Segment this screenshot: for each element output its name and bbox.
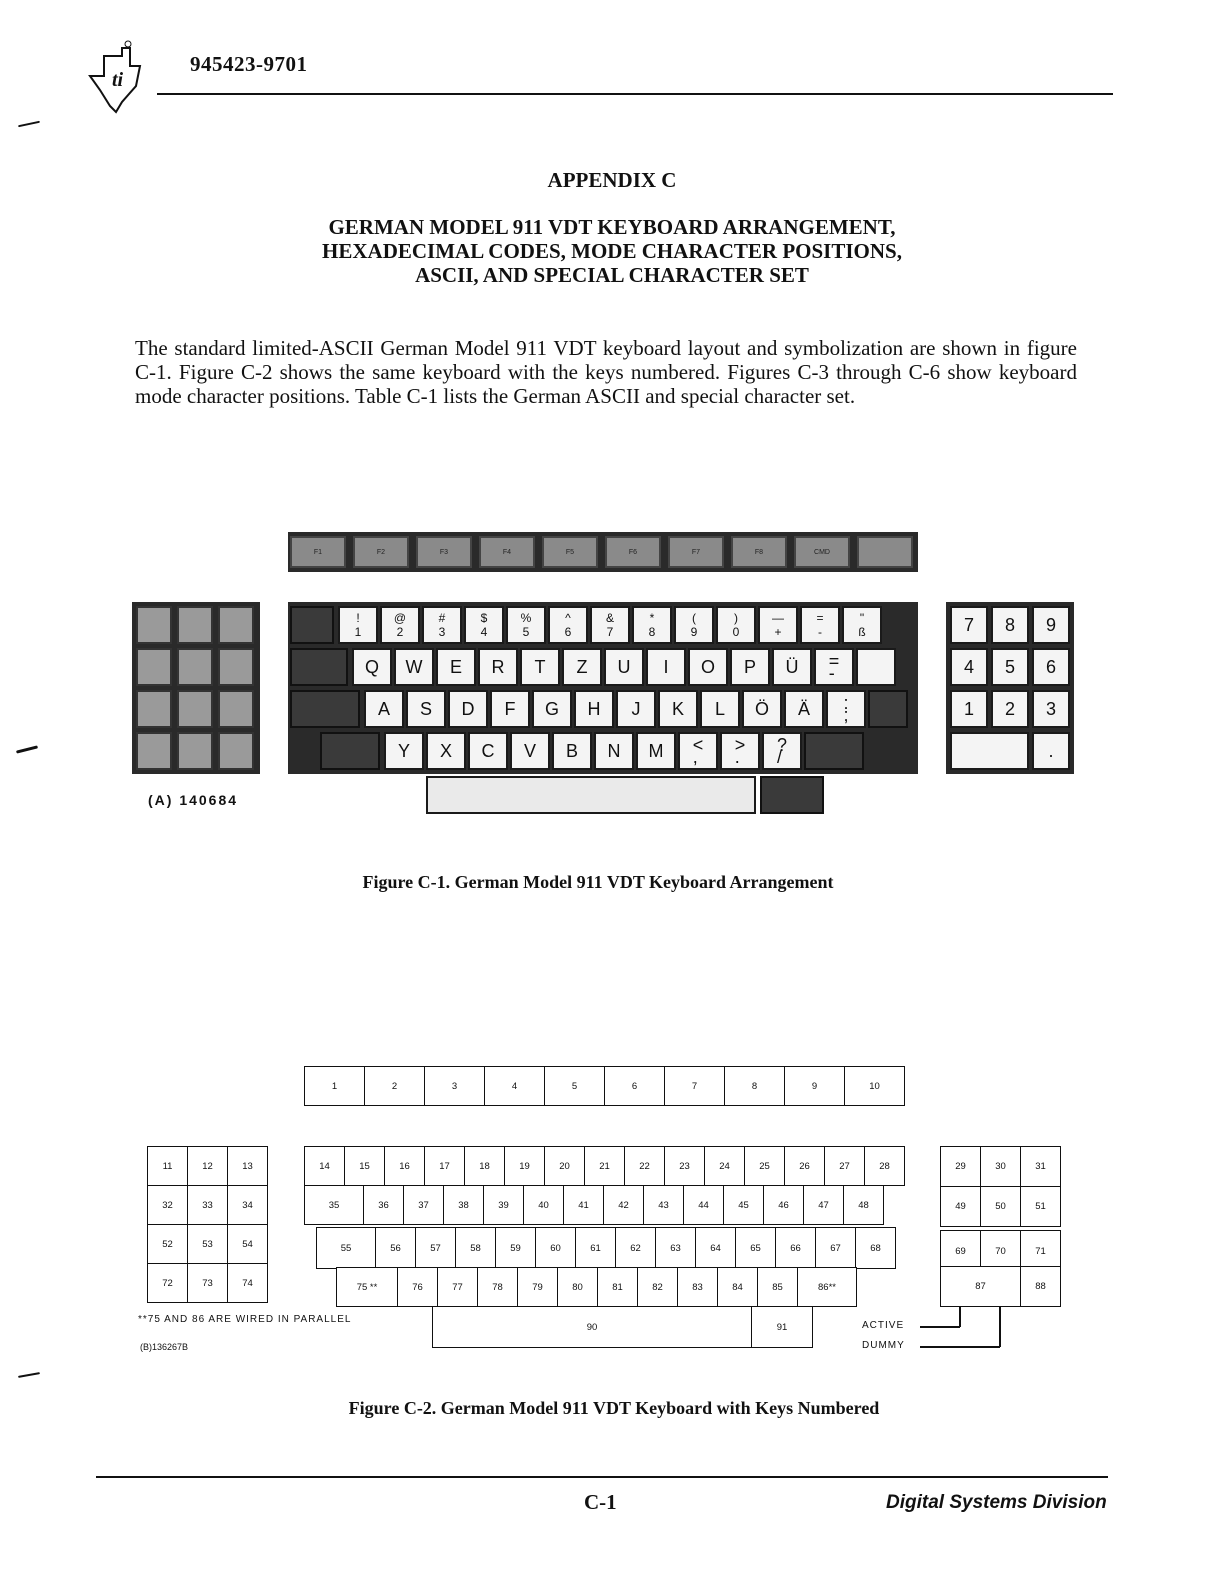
drawing-ref: (B)136267B [140,1342,189,1352]
division-name: Digital Systems Division [886,1492,1107,1513]
key-base-symbol: ß [858,625,866,639]
numbered-key: 8 [724,1066,785,1106]
space-bar [426,776,756,814]
numbered-key: 6 [604,1066,665,1106]
esc-key [290,648,348,686]
control-key [136,690,172,728]
numbered-key: 46 [763,1185,804,1225]
shift-key [804,732,864,770]
numbered-key: 47 [803,1185,844,1225]
numpad-key: 7 [950,606,988,644]
letter-key: : ; [826,690,866,728]
subtitle-line: HEXADECIMAL CODES, MODE CHARACTER POSITIONS, [322,239,902,263]
numbered-key: 27 [824,1146,865,1186]
numbered-key: 54 [227,1224,268,1264]
numbered-key: 20 [544,1146,585,1186]
numbered-key: 70 [980,1230,1021,1272]
numbered-key: 68 [855,1227,896,1269]
control-key [136,606,172,644]
numbered-key: 77 [437,1267,478,1307]
numbered-key: 29 [940,1146,981,1187]
numbered-key: 28 [864,1146,905,1186]
numbered-key: 26 [784,1146,825,1186]
numbered-key: 85 [757,1267,798,1307]
letter-key: P [730,648,770,686]
margin-mark [18,121,40,128]
letter-key: R [478,648,518,686]
letter-key: Q [352,648,392,686]
letter-key: B [552,732,592,770]
numbered-key: 34 [227,1185,268,1225]
number-row-key [632,606,672,644]
figure-ref-label: (A) 140684 [148,792,239,808]
numbered-key: 64 [695,1227,736,1269]
numbered-key: 74 [227,1263,268,1303]
control-key [136,732,172,770]
numpad-key: 9 [1032,606,1070,644]
key-base-symbol: 2 [396,625,404,639]
numbered-key: 25 [744,1146,785,1186]
letter-key: V [510,732,550,770]
active-leader-line [920,1326,960,1328]
numbered-key: 56 [375,1227,416,1269]
numbered-key: 73 [187,1263,228,1303]
key-shift-symbol: = [816,611,824,625]
numbered-key: 82 [637,1267,678,1307]
subtitle-line: GERMAN MODEL 911 VDT KEYBOARD ARRANGEMENT, [328,215,896,239]
letter-key: H [574,690,614,728]
key-base-symbol: 1 [354,625,362,639]
numbered-key: 62 [615,1227,656,1269]
numpad-key: 4 [950,648,988,686]
letter-key: U [604,648,644,686]
upper-case-lock-key [290,606,334,644]
number-row-key [842,606,882,644]
numbered-key: 79 [517,1267,558,1307]
numbered-key: 22 [624,1146,665,1186]
dummy-leader-line [920,1346,1000,1348]
key-shift-symbol: — [772,611,784,625]
numbered-key: 87 [940,1266,1021,1307]
active-label: ACTIVE [862,1320,905,1331]
margin-mark [16,745,38,753]
numbered-key: 1 [304,1066,365,1106]
numpad-key: 8 [991,606,1029,644]
numbered-key: 66 [775,1227,816,1269]
numpad-key: 6 [1032,648,1070,686]
dark-key [760,776,824,814]
numbered-key: 23 [664,1146,705,1186]
numpad-key: 1 [950,690,988,728]
letter-key: Ä [784,690,824,728]
numbered-key: 52 [147,1224,188,1264]
key-shift-symbol: & [605,611,614,625]
numbered-key: 57 [415,1227,456,1269]
key-base-symbol: 6 [564,625,572,639]
letter-key: O [688,648,728,686]
page-number: C-1 [584,1490,617,1514]
numbered-key: 39 [483,1185,524,1225]
numbered-key: 13 [227,1146,268,1186]
function-key: F5 [542,536,598,568]
numbered-key: 21 [584,1146,625,1186]
key-base-symbol: 7 [606,625,614,639]
key-shift-symbol: ^ [565,611,571,625]
key-base-symbol: 3 [438,625,446,639]
numbered-key: 81 [597,1267,638,1307]
ti-logo-icon [70,36,160,116]
key-base-symbol: - [818,625,822,639]
numbered-key: 42 [603,1185,644,1225]
numbered-key: 61 [575,1227,616,1269]
numbered-key: 75 ** [336,1267,398,1307]
parallel-note: **75 AND 86 ARE WIRED IN PARALLEL [138,1314,352,1325]
letter-key: T [520,648,560,686]
numbered-key: 19 [504,1146,545,1186]
key-shift-symbol: $ [480,611,488,625]
control-key [218,648,254,686]
control-key [177,690,213,728]
numbered-key: 35 [304,1185,364,1225]
key-shift-symbol: ) [734,611,738,625]
numbered-key: 67 [815,1227,856,1269]
numpad-key [950,732,1029,770]
function-key: F6 [605,536,661,568]
number-row-key [758,606,798,644]
number-row-key [800,606,840,644]
function-key: F3 [416,536,472,568]
numbered-key: 4 [484,1066,545,1106]
numbered-key: 45 [723,1185,764,1225]
key-base-symbol: 0 [732,625,740,639]
numpad-key: 2 [991,690,1029,728]
numbered-key: 16 [384,1146,425,1186]
numbered-key: 38 [443,1185,484,1225]
field-key [856,648,896,686]
numbered-key: 44 [683,1185,724,1225]
numbered-key: 37 [403,1185,444,1225]
key-shift-symbol: % [520,611,532,625]
figure-caption: Figure C-2. German Model 911 VDT Keyboard with Keys Numbered [348,1398,880,1418]
letter-key: L [700,690,740,728]
numbered-key: 83 [677,1267,718,1307]
key-base-symbol: 8 [648,625,656,639]
shift-key [320,732,380,770]
numbered-key: 55 [316,1227,376,1269]
function-key: F2 [353,536,409,568]
footer-rule [96,1476,1108,1478]
key-shift-symbol: " [859,611,865,625]
numbered-key: 40 [523,1185,564,1225]
numbered-key: 49 [940,1186,981,1227]
letter-key: A [364,690,404,728]
function-key: F1 [290,536,346,568]
letter-key: J [616,690,656,728]
numbered-key: 18 [464,1146,505,1186]
numbered-key: 7 [664,1066,725,1106]
intro-paragraph: The standard limited-ASCII German Model 911 VDT keyboard layout and symbolization are shown in figure C-1. Figure C-2 shows the same keyboard with the keys numbered. Figures C-3 through C-6 show keyboard mode character positions. Table C-1 lists the German ASCII and special character set. [135,336,1077,408]
key-shift-symbol: ! [356,611,360,625]
letter-key: X [426,732,466,770]
letter-key: Ü [772,648,812,686]
numbered-key: 10 [844,1066,905,1106]
numbered-key: 58 [455,1227,496,1269]
numbered-key: 59 [495,1227,536,1269]
function-key: F7 [668,536,724,568]
dummy-leader-line [999,1306,1001,1347]
key-shift-symbol: @ [393,611,407,625]
numpad-key: 3 [1032,690,1070,728]
key-shift-symbol: * [649,611,655,625]
control-key [290,690,360,728]
numbered-key: 80 [557,1267,598,1307]
numbered-key: 31 [1020,1146,1061,1187]
number-row-key [590,606,630,644]
numbered-key: 53 [187,1224,228,1264]
numbered-key: 43 [643,1185,684,1225]
numbered-key: 33 [187,1185,228,1225]
header-rule [157,93,1113,95]
letter-key: S [406,690,446,728]
subtitle-line: ASCII, AND SPECIAL CHARACTER SET [415,263,809,287]
document-number: 945423-9701 [190,52,308,76]
letter-key: Z [562,648,602,686]
function-key: F8 [731,536,787,568]
numbered-key: 2 [364,1066,425,1106]
numbered-key: 9 [784,1066,845,1106]
numbered-key: 5 [544,1066,605,1106]
numbered-key: 88 [1020,1266,1061,1307]
letter-key: E [436,648,476,686]
numbered-key: 11 [147,1146,188,1186]
letter-key: ? / [762,732,802,770]
numbered-key: 32 [147,1185,188,1225]
control-key [218,732,254,770]
keyboard-photo [130,528,1078,818]
numbered-key: 17 [424,1146,465,1186]
numbered-key: 15 [344,1146,385,1186]
letter-key: M [636,732,676,770]
numbered-key: 60 [535,1227,576,1269]
numbered-key: 91 [751,1306,813,1348]
letter-key: Y [384,732,424,770]
letter-key: Ö [742,690,782,728]
active-leader-line [959,1306,961,1327]
function-key: CMD [794,536,850,568]
numbered-key: 50 [980,1186,1021,1227]
numbered-key: 65 [735,1227,776,1269]
numbered-key: 48 [843,1185,884,1225]
letter-key: D [448,690,488,728]
key-base-symbol: + [774,625,782,639]
key-base-symbol: 4 [480,625,488,639]
key-shift-symbol: ( [692,611,696,625]
numbered-key: 41 [563,1185,604,1225]
numbered-key: 51 [1020,1186,1061,1227]
number-row-key [674,606,714,644]
letter-key: = - [814,648,854,686]
function-key [857,536,913,568]
appendix-title: APPENDIX C [547,168,677,192]
number-row-key [506,606,546,644]
letter-key: W [394,648,434,686]
dummy-label: DUMMY [862,1340,905,1351]
control-key [177,648,213,686]
tab-skip-key [868,690,908,728]
figure-caption: Figure C-1. German Model 911 VDT Keyboard Arrangement [362,872,834,892]
svg-text:ti: ti [112,69,124,91]
letter-key: > . [720,732,760,770]
numbered-key: 63 [655,1227,696,1269]
numbered-key: 30 [980,1146,1021,1187]
numbered-key: 86** [797,1267,857,1307]
letter-key: N [594,732,634,770]
letter-key: K [658,690,698,728]
number-row-key [548,606,588,644]
function-key: F4 [479,536,535,568]
number-row-key [380,606,420,644]
numbered-key: 3 [424,1066,485,1106]
numbered-key: 14 [304,1146,345,1186]
numbered-key: 71 [1020,1230,1061,1272]
key-base-symbol: 9 [690,625,698,639]
control-key [218,690,254,728]
control-key [218,606,254,644]
control-key [177,732,213,770]
control-key [177,606,213,644]
numbered-key: 78 [477,1267,518,1307]
letter-key: I [646,648,686,686]
numbered-key: 69 [940,1230,981,1272]
key-base-symbol: 5 [522,625,530,639]
number-row-key [422,606,462,644]
numbered-key: 72 [147,1263,188,1303]
key-shift-symbol: # [438,611,446,625]
control-key [136,648,172,686]
numbered-key: 24 [704,1146,745,1186]
number-row-key [464,606,504,644]
margin-mark [18,1372,40,1378]
numbered-key: 36 [363,1185,404,1225]
letter-key: G [532,690,572,728]
number-row-key [716,606,756,644]
appendix-subtitle [0,215,1224,287]
numbered-key: 84 [717,1267,758,1307]
numbered-key: 76 [397,1267,438,1307]
numpad-key: . [1032,732,1070,770]
letter-key: < , [678,732,718,770]
letter-key: F [490,690,530,728]
space-key: 90 [432,1306,752,1348]
number-row-key [338,606,378,644]
numpad-key: 5 [991,648,1029,686]
letter-key: C [468,732,508,770]
numbered-key: 12 [187,1146,228,1186]
